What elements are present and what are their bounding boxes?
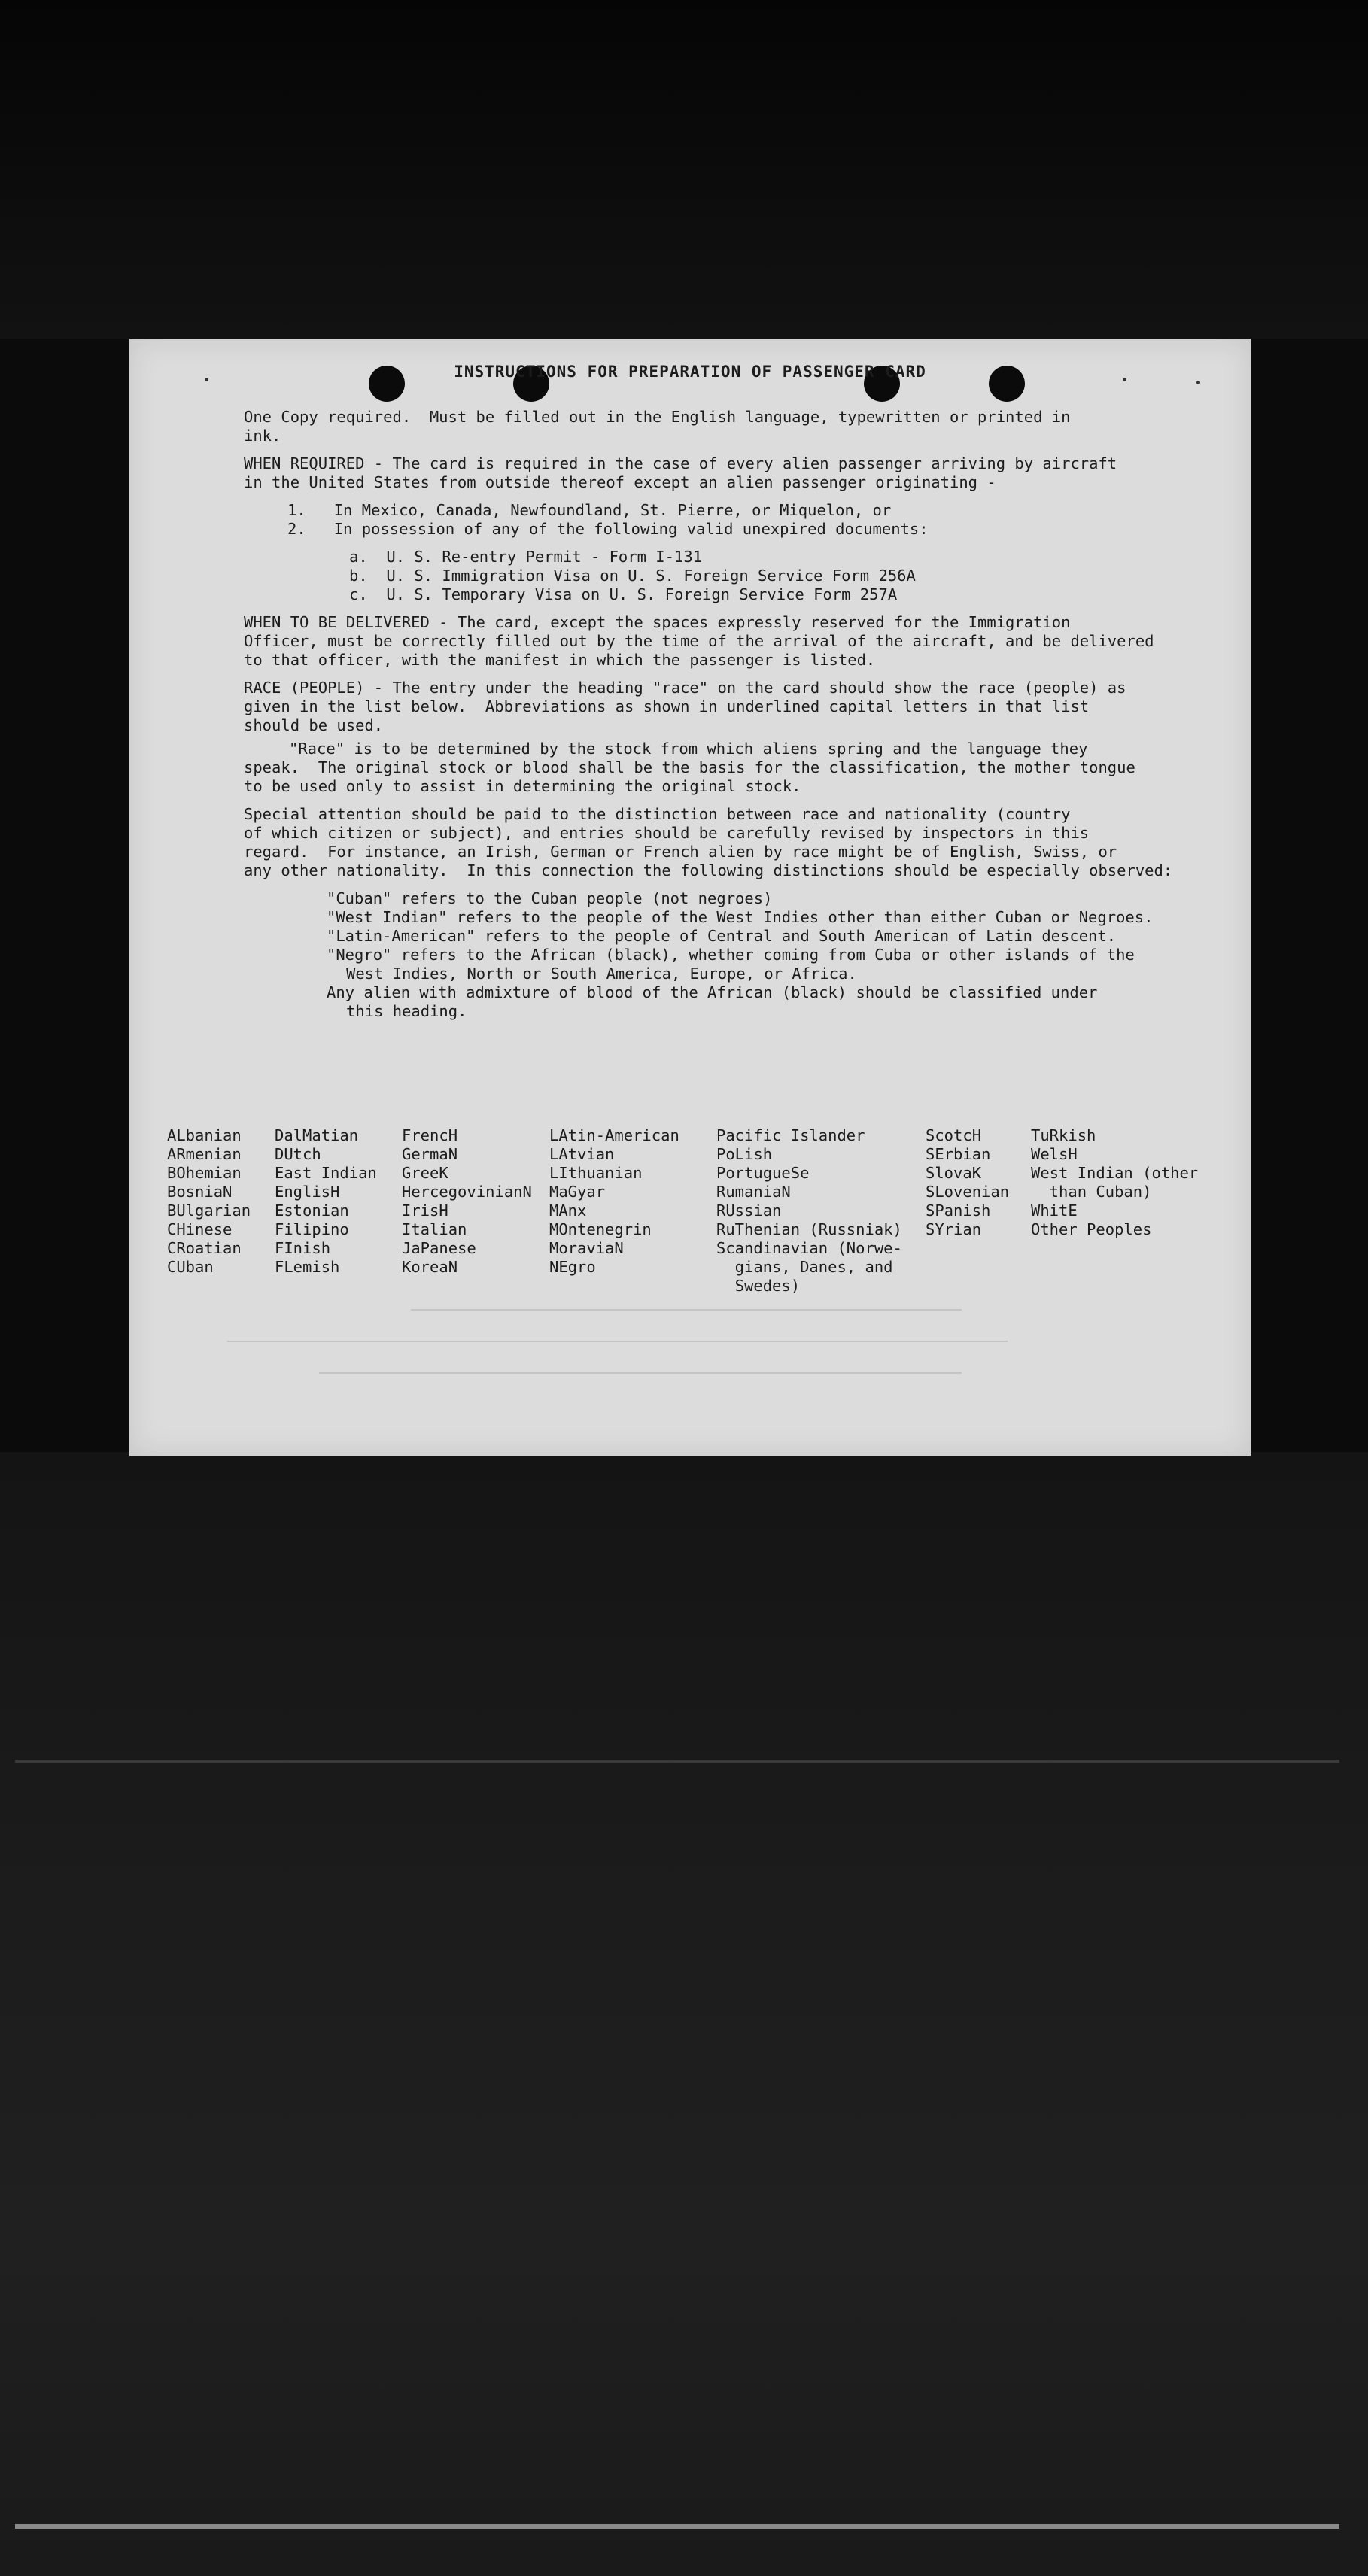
race-item: ALbanian — [167, 1126, 242, 1144]
race-item: than Cuban) — [1031, 1183, 1152, 1201]
race-list — [167, 1126, 1236, 1299]
race-item: HercegovinianN — [402, 1183, 532, 1201]
intro-paragraph: One Copy required. Must be filled out in the English language, typewritten or printed in ink. — [244, 408, 1071, 445]
list-item: 1. In Mexico, Canada, Newfoundland, St. Pierre, or Miquelon, or — [287, 501, 892, 519]
race-item: SYrian — [926, 1220, 982, 1238]
race-item: Pacific Islander — [716, 1126, 865, 1144]
list-item: "West Indian" refers to the people of the West Indies other than either Cuban or Negroes. — [327, 908, 1154, 926]
race-item: PoLish — [716, 1145, 773, 1163]
document-list — [244, 548, 1214, 604]
race-item: Filipino — [275, 1220, 349, 1238]
race-item: RumaniaN — [716, 1183, 791, 1201]
race-item: GermaN — [402, 1145, 458, 1163]
race-item: CRoatian — [167, 1239, 242, 1257]
list-item: this heading. — [346, 1002, 467, 1020]
race-item: Swedes) — [716, 1277, 801, 1295]
race-item: DUtch — [275, 1145, 321, 1163]
race-item: IrisH — [402, 1201, 448, 1220]
race-item: MOntenegrin — [549, 1220, 652, 1238]
distinctions-list — [244, 889, 1214, 1021]
race-item: PortugueSe — [716, 1164, 810, 1182]
race-item: MaGyar — [549, 1183, 606, 1201]
race-item: LAtvian — [549, 1145, 615, 1163]
special-attention-paragraph: Special attention should be paid to the distinction between race and nationality (country of which citizen or subject), and entries should be carefully revised by inspectors in this regard. For instance, an Irish, German or French alien by race might be of English, Swiss, or any other nationality. In this connection the following distinctions should be especially observed: — [244, 805, 1173, 879]
race-item: DalMatian — [275, 1126, 359, 1144]
race-item: Other Peoples — [1031, 1220, 1152, 1238]
race-item: WhitE — [1031, 1201, 1078, 1220]
race-item: Estonian — [275, 1201, 349, 1220]
race-item: RUssian — [716, 1201, 782, 1220]
document-page — [129, 339, 1251, 1456]
race-item: SPanish — [926, 1201, 991, 1220]
race-item: ARmenian — [167, 1145, 242, 1163]
race-column — [549, 1126, 679, 1277]
page-title: INSTRUCTIONS FOR PREPARATION OF PASSENGER CARD — [454, 363, 926, 381]
race-item: gians, Danes, and — [716, 1258, 893, 1276]
film-background-bottom — [0, 1452, 1368, 2576]
race-item: BosniaN — [167, 1183, 233, 1201]
race-column — [167, 1126, 251, 1277]
film-border-top — [0, 0, 1368, 339]
race-item: LIthuanian — [549, 1164, 643, 1182]
race-item: CUban — [167, 1258, 214, 1276]
race-item: TuRkish — [1031, 1126, 1096, 1144]
race-item: NEgro — [549, 1258, 596, 1276]
race-item: Italian — [402, 1220, 467, 1238]
list-item: a. U. S. Re-entry Permit - Form I-131 — [349, 548, 702, 566]
race-item: MAnx — [549, 1201, 587, 1220]
race-item: West Indian (other — [1031, 1164, 1199, 1182]
list-item: "Negro" refers to the African (black), whether coming from Cuba or other islands of the — [327, 946, 1135, 964]
film-scratch-line — [15, 1760, 1339, 1763]
race-item: BUlgarian — [167, 1201, 251, 1220]
race-column — [926, 1126, 1009, 1239]
race-column — [402, 1126, 532, 1277]
race-item: KoreaN — [402, 1258, 458, 1276]
race-item: SLovenian — [926, 1183, 1010, 1201]
when-required-paragraph: WHEN REQUIRED - The card is required in the case of every alien passenger arriving by aircraft in the United States from outside thereof except an alien passenger originating - — [244, 454, 1117, 491]
race-item: FLemish — [275, 1258, 340, 1276]
race-item: East Indian — [275, 1164, 377, 1182]
race-item: LAtin-American — [549, 1126, 679, 1144]
race-item: Scandinavian (Norwe- — [716, 1239, 902, 1257]
bleed-through-lines — [227, 1309, 1145, 1444]
list-item: West Indies, North or South America, Europe, or Africa. — [346, 964, 857, 983]
race-item: BOhemian — [167, 1164, 242, 1182]
race-item: GreeK — [402, 1164, 448, 1182]
race-item: SlovaK — [926, 1164, 982, 1182]
race-paragraph: RACE (PEOPLE) - The entry under the heading "race" on the card should show the race (people) as given in the list below. Abbreviations as shown in underlined capital letters in that list should be used. — [244, 679, 1126, 734]
race-item: CHinese — [167, 1220, 233, 1238]
race-item: MoraviaN — [549, 1239, 624, 1257]
when-delivered-paragraph: WHEN TO BE DELIVERED - The card, except the spaces expressly reserved for the Immigration Officer, must be correctly filled out by the time of the arrival of the aircraft, and be delivered to that officer, with the manifest in which the passenger is listed. — [244, 613, 1154, 669]
race-item: FrencH — [402, 1126, 458, 1144]
list-item: "Latin-American" refers to the people of Central and South American of Latin descent. — [327, 927, 1117, 945]
film-edge-line — [15, 2524, 1339, 2529]
race-item: ScotcH — [926, 1126, 982, 1144]
race-item: EnglisH — [275, 1183, 340, 1201]
race-column — [275, 1126, 377, 1277]
list-item: Any alien with admixture of blood of the African (black) should be classified under — [327, 983, 1098, 1001]
race-item: JaPanese — [402, 1239, 476, 1257]
list-item: c. U. S. Temporary Visa on U. S. Foreign Service Form 257A — [349, 585, 898, 603]
race-column — [716, 1126, 902, 1296]
list-item: b. U. S. Immigration Visa on U. S. Foreign Service Form 256A — [349, 567, 916, 585]
race-column — [1031, 1126, 1198, 1239]
exception-list — [244, 501, 1214, 539]
instructions-body — [244, 408, 1214, 1030]
race-item: RuThenian (Russniak) — [716, 1220, 902, 1238]
race-item: WelsH — [1031, 1145, 1078, 1163]
race-item: SErbian — [926, 1145, 991, 1163]
race-item: FInish — [275, 1239, 331, 1257]
list-item: "Cuban" refers to the Cuban people (not negroes) — [327, 889, 773, 907]
list-item: 2. In possession of any of the following valid unexpired documents: — [287, 520, 929, 538]
race-definition-paragraph: "Race" is to be determined by the stock from which aliens spring and the language they speak. The original stock or blood shall be the basis for the classification, the mother tongue to be used only to assist in determining the original stock. — [244, 740, 1135, 795]
